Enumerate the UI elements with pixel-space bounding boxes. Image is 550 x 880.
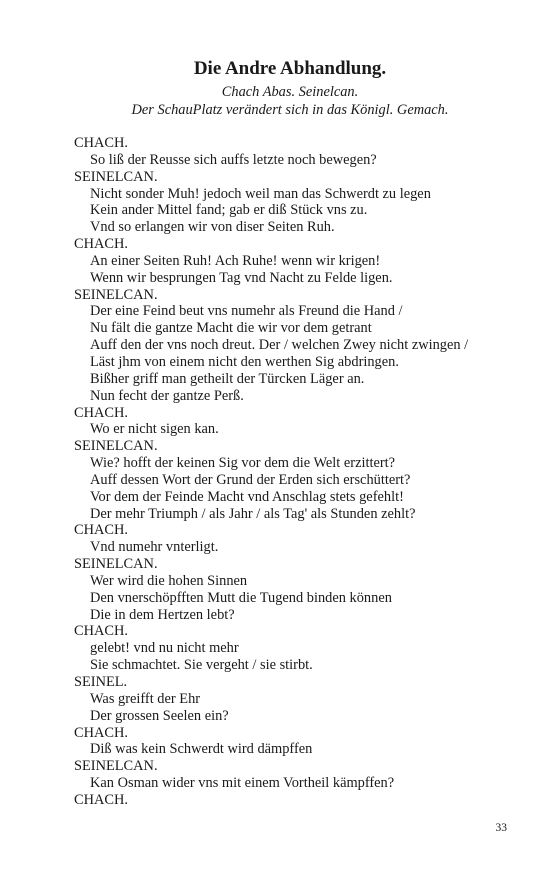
speaker-name: CHACH.: [74, 236, 128, 253]
speaker-name: CHACH.: [74, 522, 128, 539]
speaker-name: SEINELCAN.: [74, 286, 158, 303]
speaker-name: CHACH.: [74, 724, 128, 741]
verse-line: Vnd so erlangen wir von diser Seiten Ruh.: [90, 219, 335, 236]
verse-line: Der grossen Seelen ein?: [90, 707, 229, 724]
verse-line: Läst jhm von einem nicht den werthen Sig abdringen.: [90, 353, 399, 370]
speaker-name: CHACH.: [74, 791, 128, 808]
verse-line: So liß der Reusse sich auffs letzte noch bewegen?: [90, 151, 377, 168]
speaker-name: CHACH.: [74, 135, 128, 151]
verse-line: Bißher griff man getheilt der Türcken Läger an.: [90, 370, 365, 387]
verse-line: Der mehr Triumph / als Jahr / als Tag' als Stunden zehlt?: [90, 505, 416, 522]
verse-line: Auff den der vns noch dreut. Der / welchen Zwey nicht zwingen /: [90, 337, 469, 354]
verse-line: Diß was kein Schwerdt wird dämpffen: [90, 741, 313, 758]
speaker-name: SEINELCAN.: [74, 438, 158, 455]
speaker-name: SEINELCAN.: [74, 758, 158, 775]
verse-line: Was greifft der Ehr: [90, 690, 201, 707]
verse-line: An einer Seiten Ruh! Ach Ruhe! wenn wir krigen!: [90, 252, 381, 269]
page-number: 33: [495, 822, 507, 834]
scene-direction: Der SchauPlatz verändert sich in das Königl. Gemach.: [131, 102, 449, 118]
speaker-name: SEINELCAN.: [74, 556, 158, 573]
verse-line: gelebt! vnd nu nicht mehr: [90, 640, 239, 657]
verse-line: Den vnerschöpfften Mutt die Tugend binden können: [90, 589, 392, 606]
verse-line: Wenn wir besprungen Tag vnd Nacht zu Felde ligen.: [90, 269, 393, 286]
verse-line: Sie schmachtet. Sie vergeht / sie stirbt.: [90, 657, 313, 674]
speaker-name: SEINEL.: [74, 674, 128, 690]
verse-line: Die in dem Hertzen lebt?: [90, 606, 235, 623]
verse-line: Kan Osman wider vns mit einem Vortheil kämpffen?: [90, 775, 395, 792]
verse-line: Wie? hofft der keinen Sig vor dem die Welt erzittert?: [90, 455, 396, 472]
verse-line: Vnd numehr vnterligt.: [90, 539, 219, 556]
act-title: Die Andre Abhandlung.: [193, 58, 387, 79]
verse-line: Kein ander Mittel fand; gab er diß Stück vns zu.: [90, 202, 368, 219]
dialogue-text: [74, 135, 514, 809]
speaker-name: CHACH.: [74, 623, 128, 640]
speaker-name: SEINELCAN.: [74, 168, 158, 185]
verse-line: Nicht sonder Muh! jedoch weil man das Schwerdt zu legen: [90, 185, 431, 202]
dramatis-personae: Chach Abas. Seinelcan.: [221, 84, 359, 100]
verse-line: Wo er nicht sigen kan.: [90, 421, 219, 438]
verse-line: Wer wird die hohen Sinnen: [90, 572, 248, 589]
verse-line: Nu fält die gantze Macht die wir vor dem getrant: [90, 320, 372, 337]
verse-line: Vor dem der Feinde Macht vnd Anschlag stets gefehlt!: [90, 488, 404, 505]
verse-line: Auff dessen Wort der Grund der Erden sich erschüttert?: [90, 471, 411, 488]
verse-line: Nun fecht der gantze Perß.: [90, 387, 244, 404]
verse-line: Der eine Feind beut vns numehr als Freund die Hand /: [90, 303, 403, 320]
speaker-name: CHACH.: [74, 404, 128, 421]
